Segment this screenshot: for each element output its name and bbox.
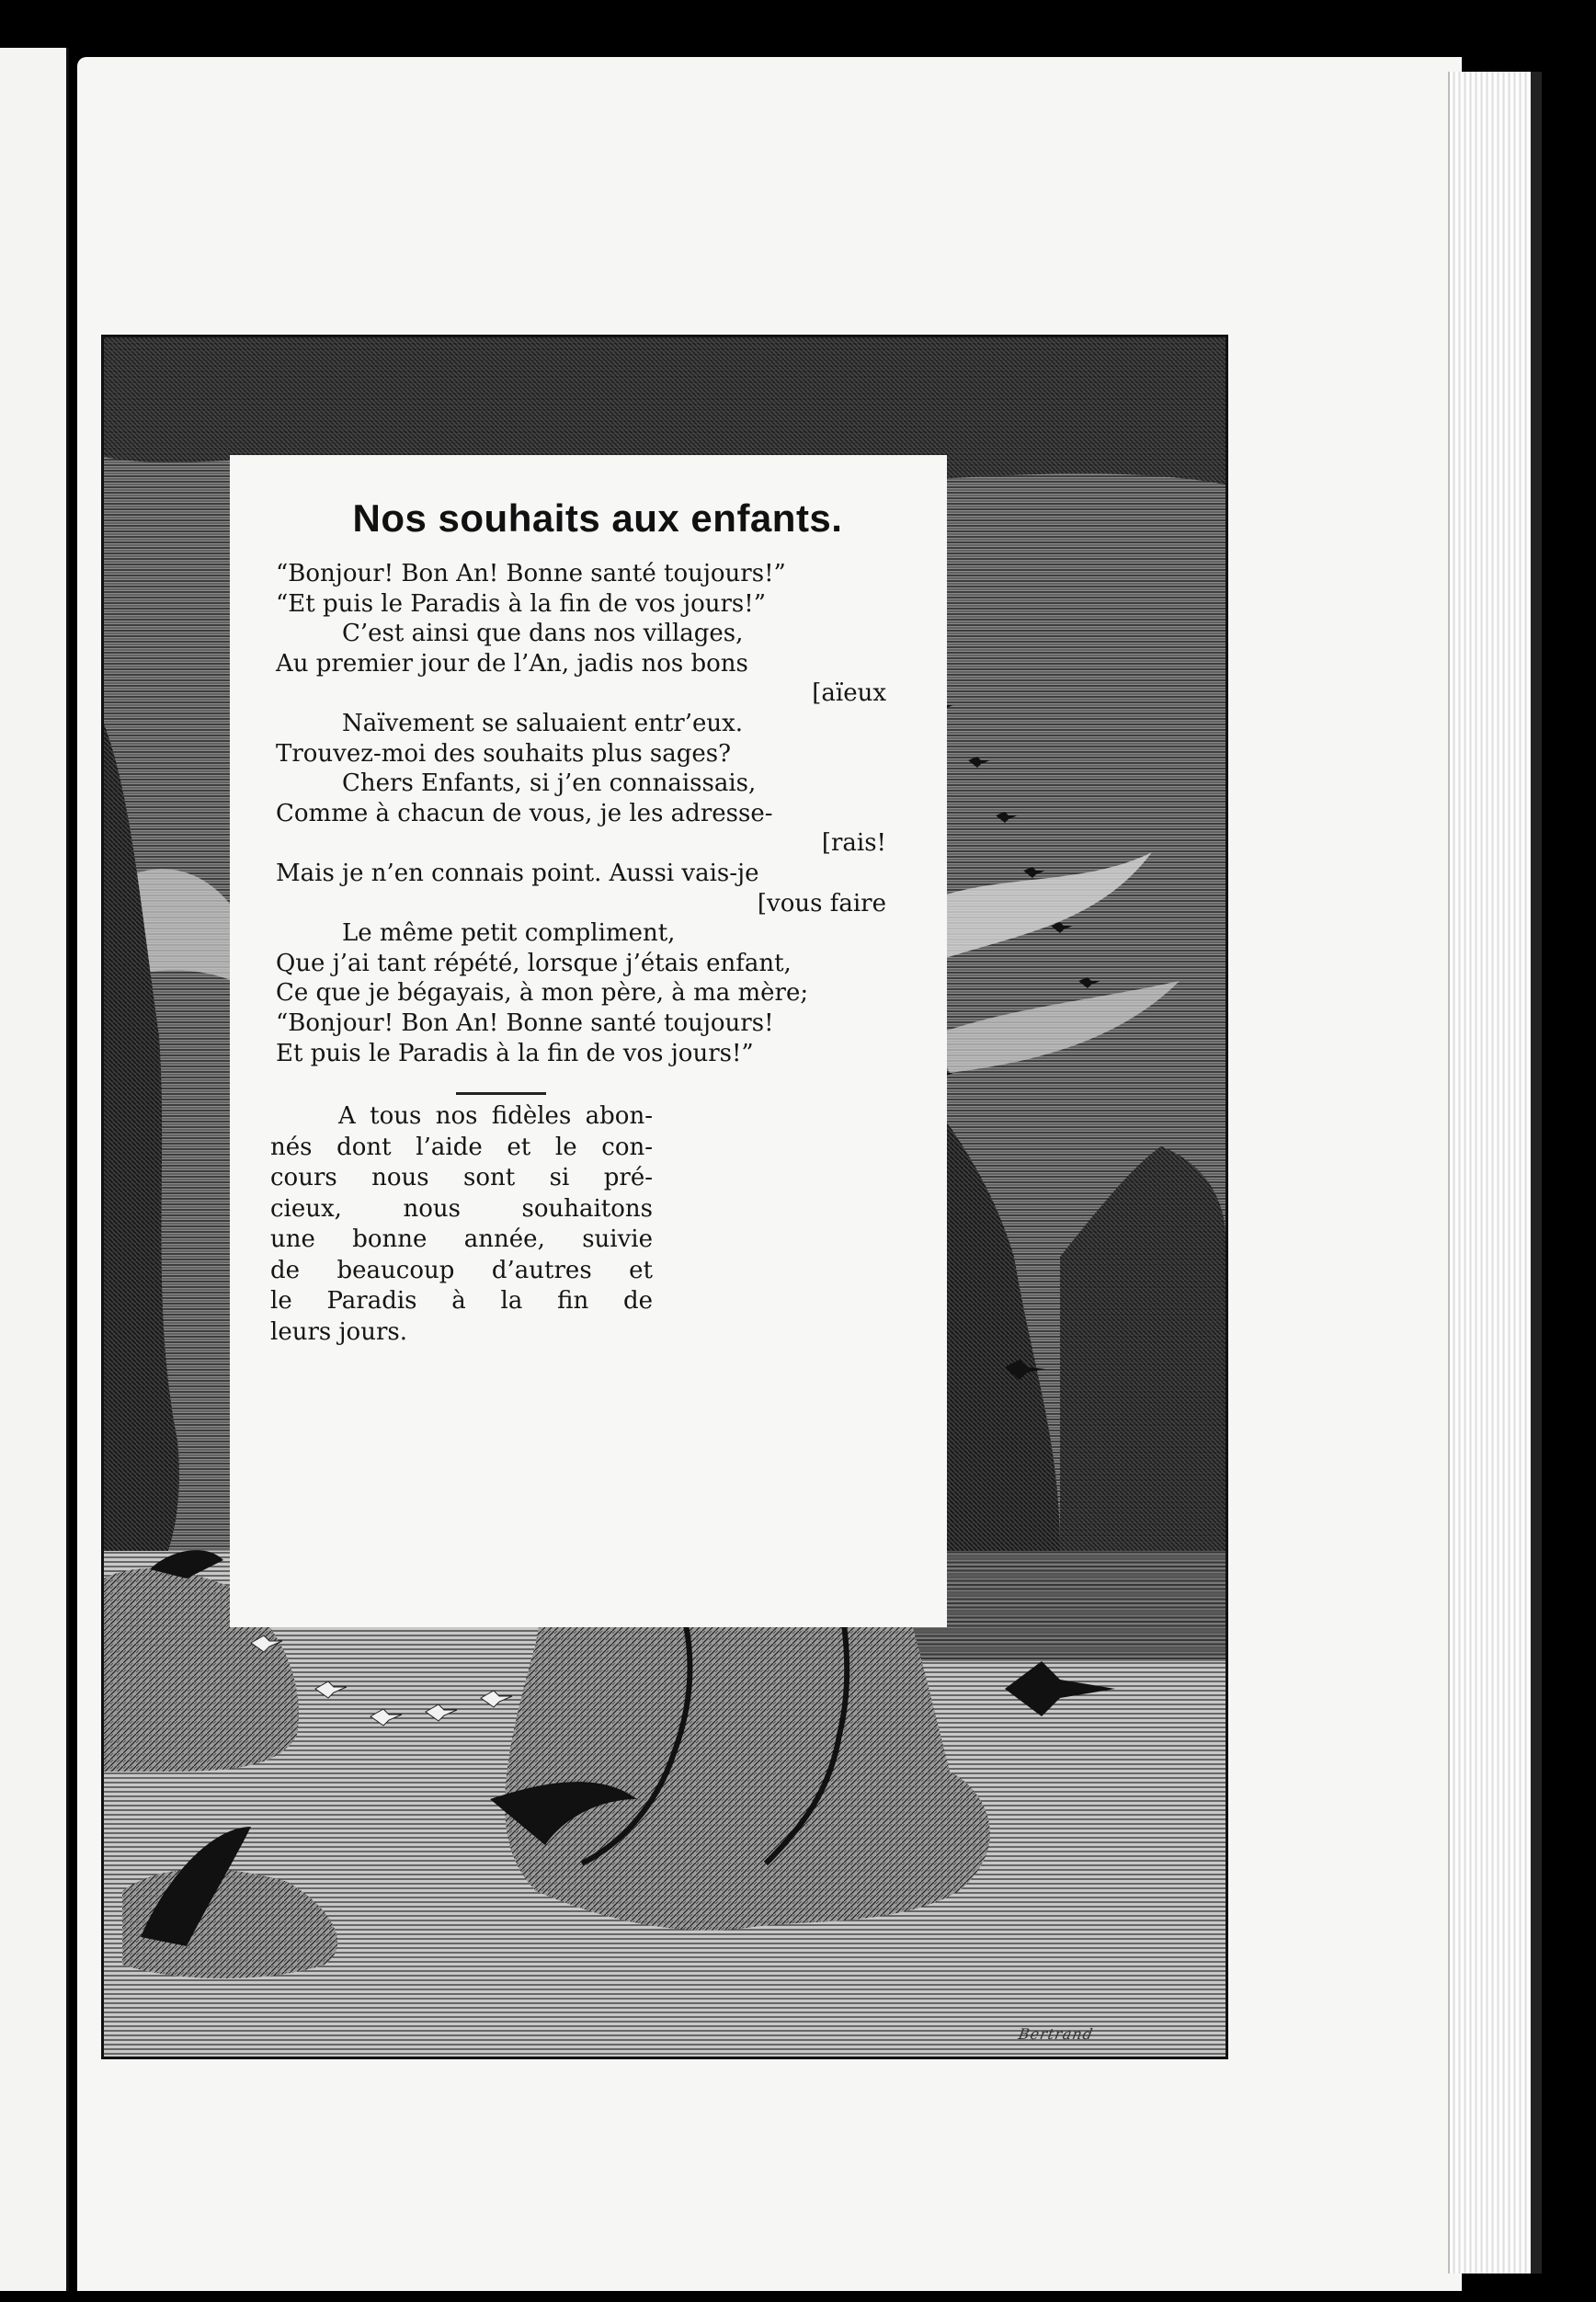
dedication-line: une bonne année, suivie [270, 1225, 653, 1253]
engraver-signature: Bertrand [1017, 2025, 1095, 2043]
dedication-line: de beaucoup d’autres et [270, 1256, 653, 1284]
poem-line: “Bonjour! Bon An! Bonne santé toujours! [276, 1009, 774, 1037]
section-divider [456, 1092, 546, 1095]
poem-line-continuation: [rais! [821, 829, 886, 858]
dedication-line: A tous nos fidèles abon- [338, 1102, 653, 1130]
dedication-line: nés dont l’aide et le con- [270, 1133, 653, 1161]
poem-line: Et puis le Paradis à la fin de vos jours!” [276, 1039, 754, 1067]
poem-line-continuation: [vous faire [757, 889, 886, 917]
poem-title: Nos souhaits aux enfants. [352, 496, 843, 540]
dedication-line: cours nous sont si pré- [270, 1164, 653, 1191]
page-stack-shadow [1531, 72, 1542, 2274]
poem-line: Au premier jour de l’An, jadis nos bons [276, 649, 748, 678]
poem-line: Ce que je bégayais, à mon père, à ma mère; [276, 979, 809, 1008]
poem-line: Trouvez-moi des souhaits plus sages? [276, 739, 732, 768]
poem-line: “Et puis le Paradis à la fin de vos jours!” [276, 589, 766, 618]
poem-line: “Bonjour! Bon An! Bonne santé toujours!” [276, 560, 786, 587]
dedication-line: le Paradis à la fin de [270, 1287, 653, 1315]
previous-page-edge [0, 48, 69, 2291]
poem-line: Comme à chacun de vous, je les adresse- [276, 799, 773, 827]
poem-line: C’est ainsi que dans nos villages, [342, 620, 744, 648]
poem-line: Le même petit compliment, [342, 919, 676, 948]
dedication-line: leurs jours. [270, 1317, 407, 1346]
dedication-paragraph [270, 1101, 653, 1348]
poem-line: Chers Enfants, si j’en connaissais, [342, 769, 757, 798]
page-stack-edges [1448, 72, 1533, 2274]
poem-line: Naïvement se saluaient entr’eux. [342, 709, 744, 737]
poem-line-continuation: [aïeux [812, 679, 886, 708]
poem [276, 559, 901, 1068]
dedication-line: cieux, nous souhaitons [270, 1194, 653, 1223]
poem-line: Que j’ai tant répété, lorsque j’étais enfant, [276, 949, 792, 977]
poem-line: Mais je n’en connais point. Aussi vais-je [276, 859, 759, 887]
